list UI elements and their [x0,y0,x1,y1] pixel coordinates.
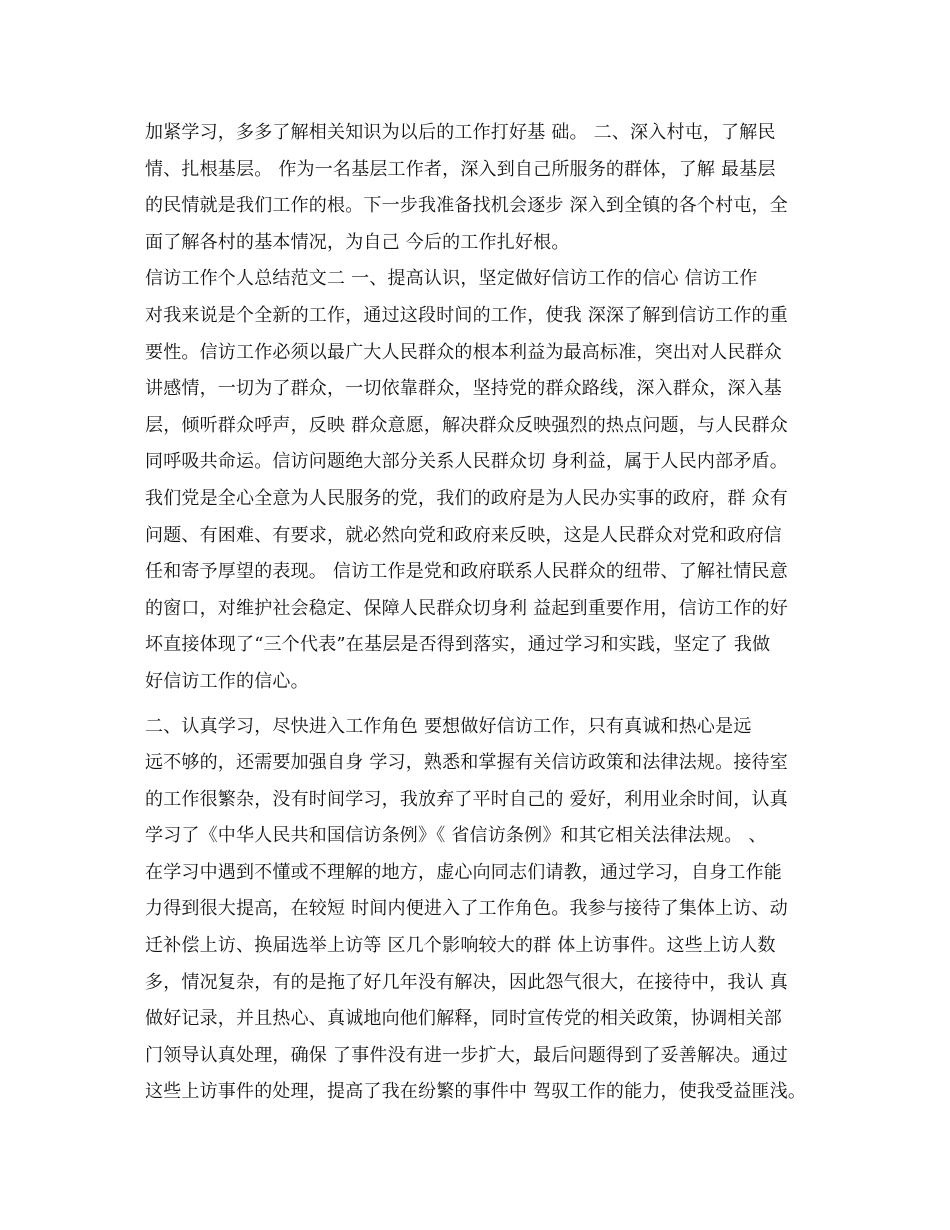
text-line: 加紧学习，多多了解相关知识为以后的工作打好基 础。 二、深入村屯，了解民 [145,122,776,143]
paragraph-start-line: 二、认真学习，尽快进入工作角色 要想做好信访工作，只有真诚和热心是远 [145,715,752,737]
text-line: 好信访工作的信心。 [145,670,309,692]
text-line: 坏直接体现了“三个代表”在基层是否得到落实，通过学习和实践，坚定了 我做 [145,634,771,656]
text-line: 做好记录，并且热心、真诚地向他们解释，同时宣传党的相关政策，协调相关部 [145,1008,782,1030]
text-line: 问题、有困难、有要求，就必然向党和政府来反映，这是人民群众对党和政府信 [145,524,782,546]
text-line: 要性。信访工作必须以最广大人民群众的根本利益为最高标准，突出对人民群众 [145,341,782,363]
text-line: 我们党是全心全意为人民服务的党，我们的政府是为人民办实事的政府，群 众有 [145,487,788,509]
text-line: 面了解各村的基本情况，为自己 今后的工作扎好根。 [145,231,570,253]
text-line: 同呼吸共命运。信访问题绝大部分关系人民群众切 身利益，属于人民内部矛盾。 [145,451,788,473]
text-line: 层，倾听群众呼声，反映 群众意愿，解决群众反映强烈的热点问题，与人民群众 [145,414,788,436]
text-line: 这些上访事件的处理，提高了我在纷繁的事件中 驾驭工作的能力，使我受益匪浅。 [145,1081,807,1103]
text-line: 讲感情，一切为了群众，一切依靠群众，坚持党的群众路线，深入群众，深入基 [145,378,782,400]
text-line: 力得到很大提高，在较短 时间内便进入了工作角色。我参与接待了集体上访、动 [145,898,788,920]
section-heading-line: 信访工作个人总结范文二 一、提高认识，坚定做好信访工作的信心 信访工作 [145,268,758,290]
text-line: 门领导认真处理，确保 了事件没有进一步扩大，最后问题得到了妥善解决。通过 [145,1044,788,1066]
text-line: 对我来说是个全新的工作，通过这段时间的工作，使我 深深了解到信访工作的重 [145,304,788,326]
text-line: 在学习中遇到不懂或不理解的地方，虚心向同志们请教，通过学习，自身工作能 [145,861,782,883]
text-line: 情、扎根基层。 作为一名基层工作者，深入到自己所服务的群体，了解 最基层 [145,158,776,180]
text-line: 的窗口，对维护社会稳定、保障人民群众切身利 益起到重要作用，信访工作的好 [145,597,788,619]
text-line: 的民情就是我们工作的根。下一步我准备找机会逐步 深入到全镇的各个村屯，全 [145,195,788,217]
text-line: 迁补偿上访、换届选举上访等 区几个影响较大的群 体上访事件。这些上访人数 [145,935,776,957]
body-text [145,115,835,1111]
text-line: 学习了《中华人民共和国信访条例》《 省信访条例》和其它相关法律法规。 、 [145,825,767,847]
text-line: 多，情况复杂，有的是拖了好几年没有解决，因此怨气很大，在接待中，我认 真 [145,971,788,993]
text-line: 远不够的，还需要加强自身 学习，熟悉和掌握有关信访政策和法律法规。接待室 [145,752,788,774]
text-line: 的工作很繁杂，没有时间学习，我放弃了平时自己的 爱好，利用业余时间，认真 [145,788,788,810]
text-line: 任和寄予厚望的表现。 信访工作是党和政府联系人民群众的纽带、了解社情民意 [145,561,788,583]
